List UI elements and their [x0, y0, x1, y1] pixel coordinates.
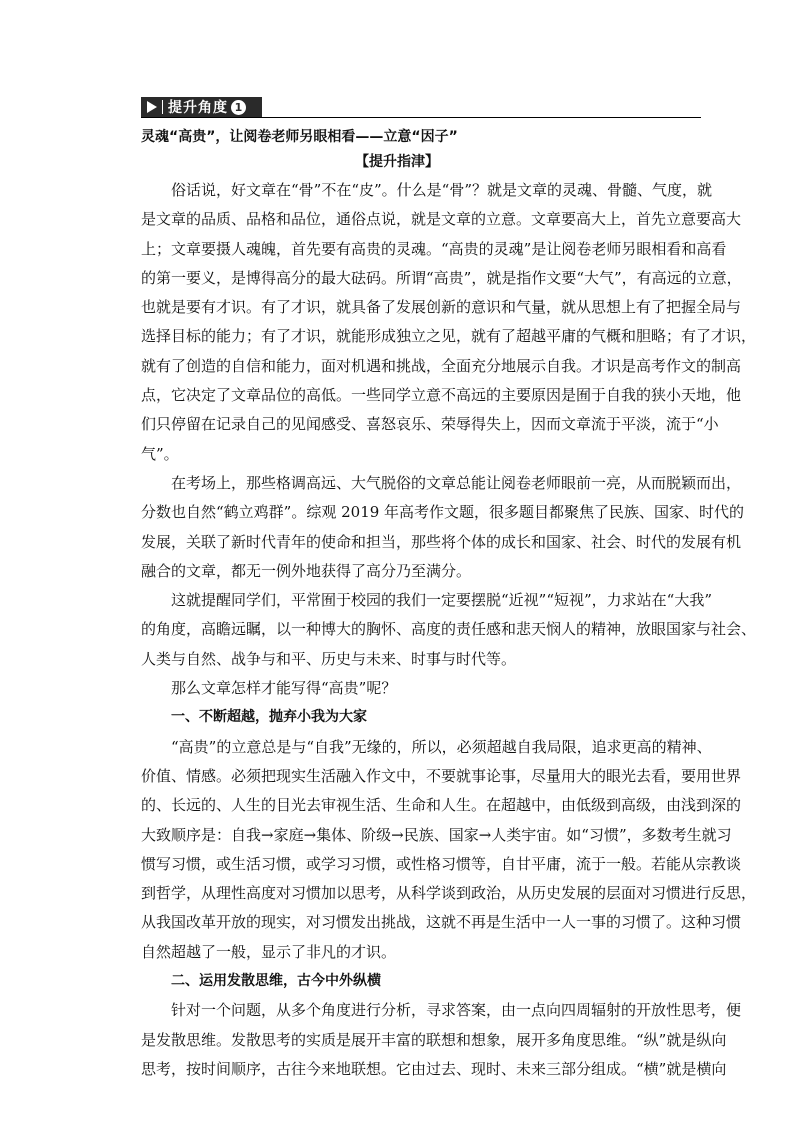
text-line: 点，它决定了文章品位的高低。一些同学立意不高远的主要原因是囿于自我的狭小天地，他: [141, 386, 742, 405]
section-subtitle: 【提升指津】: [355, 154, 439, 170]
text-line: 从我国改革开放的现实，对习惯发出挑战，这就不再是生活中一人一事的习惯了。这种习惯: [141, 913, 742, 932]
section-tag-number: 1: [231, 100, 246, 115]
text-line: 上；文章要摄人魂魄，首先要有高贵的灵魂。“高贵的灵魂”是让阅卷老师另眼相看和高看: [141, 239, 727, 258]
section-header-bar: [141, 97, 701, 118]
text-line: 气”。: [141, 444, 179, 463]
text-line: 价值、情感。必须把现实生活融入作文中，不要就事论事，尽量用大的眼光去看，要用世界: [141, 766, 742, 785]
text-line: 的、长远的、人生的目光去审视生活、生命和人生。在超越中，由低级到高级，由浅到深的: [141, 796, 742, 815]
text-line: 针对一个问题，从多个角度进行分析，寻求答案，由一点向四周辐射的开放性思考，便: [171, 1001, 742, 1020]
text-line: “高贵”的立意总是与“自我”无缘的，所以，必须超越自我局限，追求更高的精神、: [171, 737, 712, 756]
article-body: [141, 176, 757, 1084]
text-line: 是文章的品质、品格和品位，通俗点说，就是文章的立意。文章要高大上，首先立意要高大: [141, 210, 742, 229]
text-line: 们只停留在记录自己的见闻感受、喜怒哀乐、荣辱得失上，因而文章流于平淡，流于“小: [141, 415, 719, 434]
text-line: 俗话说，好文章在“骨”不在“皮”。什么是“骨”？就是文章的灵魂、骨髓、气度，就: [171, 181, 713, 199]
text-line: 融合的文章，都无一例外地获得了高分乃至满分。: [141, 561, 472, 580]
text-line: 的第一要义，是博得高分的最大砝码。所谓“高贵”，就是指作文要“大气”，有高远的立意，: [141, 268, 742, 287]
text-line: 自然超越了一般，显示了非凡的才识。: [141, 942, 397, 961]
text-line: 在考场上，那些格调高远、大气脱俗的文章总能让阅卷老师眼前一亮，从而脱颖而出，: [171, 473, 742, 492]
text-line: 的角度，高瞻远瞩，以一种博大的胸怀、高度的责任感和悲天悯人的精神，放眼国家与社会、: [141, 620, 757, 639]
text-line: 大致顺序是：自我→家庭→集体、阶级→民族、国家→人类宇宙。如“习惯”，多数考生就习: [141, 825, 732, 844]
question-line: 那么文章怎样才能写得“高贵”呢？: [171, 679, 397, 698]
section-tag-label: 提升角度: [168, 100, 228, 116]
tag-divider: [162, 100, 163, 114]
text-line: 人类与自然、战争与和平、历史与未来、时事与时代等。: [141, 649, 517, 668]
text-line: 分数也自然“鹤立鸡群”。综观 2019 年高考作文题，很多题目都聚焦了民族、国家、时代的: [141, 503, 745, 522]
text-line: 选择目标的能力；有了才识，就能形成独立之见，就有了超越平庸的气概和胆略；有了才识，: [141, 327, 757, 346]
text-line: 就有了创造的自信和能力，面对机遇和挑战，全面充分地展示自我。才识是高考作文的制高: [141, 356, 742, 375]
text-line: 惯写习惯，或生活习惯，或学习习惯，或性格习惯等，自甘平庸，流于一般。若能从宗教谈: [141, 854, 742, 873]
play-arrow-icon: [147, 101, 157, 113]
section-heading-2: 二、运用发散思维，古今中外纵横: [171, 973, 381, 990]
text-line: 这就提醒同学们，平常囿于校园的我们一定要摆脱“近视”“短视”，力求站在“大我”: [171, 591, 713, 610]
text-line: 发展，关联了新时代青年的使命和担当，那些将个体的成长和国家、社会、时代的发展有机: [141, 532, 742, 551]
section-tag: [141, 97, 262, 117]
section-heading-1: 一、不断超越，抛弃小我为大家: [171, 709, 367, 726]
page-title: 灵魂“高贵”，让阅卷老师另眼相看——立意“因子”: [141, 129, 458, 145]
text-line: 思考，按时间顺序，古往今来地联想。它由过去、现时、未来三部分组成。“横”就是横向: [141, 1059, 727, 1078]
text-line: 是发散思维。发散思考的实质是展开丰富的联想和想象，展开多角度思维。“纵”就是纵向: [141, 1030, 727, 1049]
text-line: 到哲学，从理性高度对习惯加以思考，从科学谈到政治，从历史发展的层面对习惯进行反思，: [141, 884, 757, 903]
text-line: 也就是要有才识。有了才识，就具备了发展创新的意识和气量，就从思想上有了把握全局与: [141, 298, 742, 317]
